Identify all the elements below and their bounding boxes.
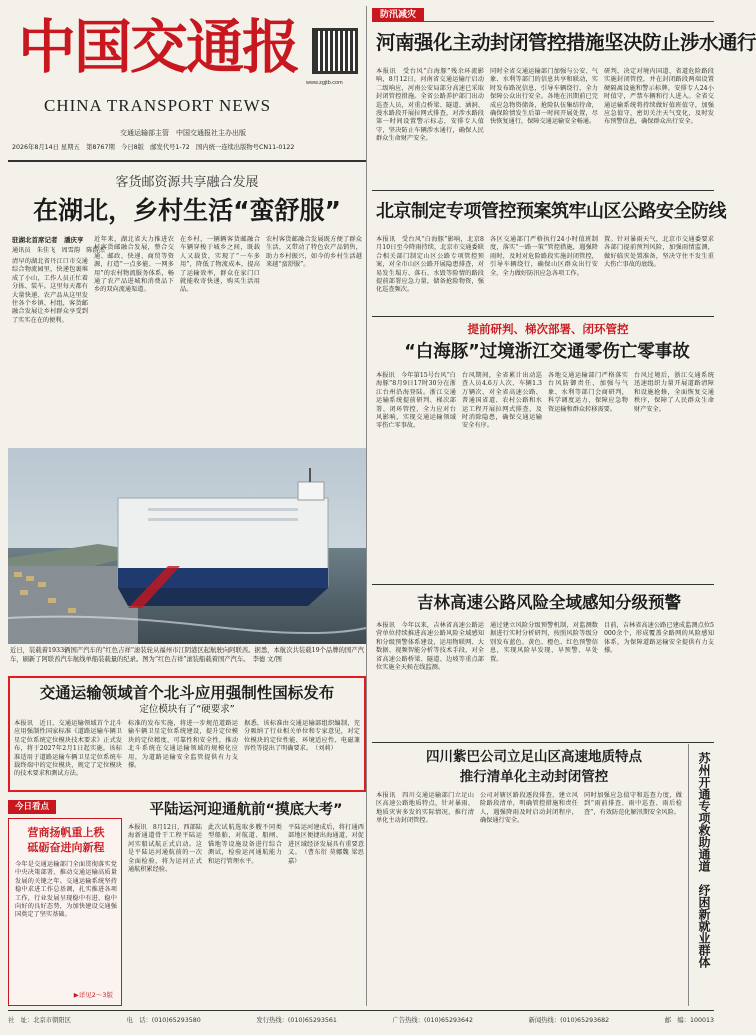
flood-col-2: 同时全省交通运输部门加强与公安、气象、水利等部门的信息共享和联动，实时发布路况信息，引导车辆绕行，全力保障公众出行安全。各地在汛期前已完成应急物资储备，抢险队伍集结待命，确保险情发生后第一时间开展处置，尽快恢复通行，保障交通运输安全畅通。 bbox=[490, 68, 598, 126]
sichuan-col-1: 本报讯 四川交通运输部门立足山区高速公路地质特点，针对暴雨、地质灾害多发的实际情况，推行清单化主动封闭管控。 bbox=[376, 792, 474, 825]
beijing-col-3: 置。针对暴雨天气，北京市交通委要求各部门提前预判风险，加强雨情监测，做好临灾处置准备，坚决守住不发生重大伤亡事故的底线。 bbox=[604, 236, 714, 269]
hubei-kicker: 客货邮资源共享融合发展 bbox=[115, 175, 259, 190]
masthead-issue-line: 2026年8月14日 星期五 第8767期 今日8版 邮发代号1-72 国内统一连续出版物号CN11-0122 bbox=[12, 144, 295, 151]
zhejiang-headline: “白海豚”过境浙江交通零伤亡零事故 bbox=[404, 342, 690, 362]
beidou-col-2: 标准的发布实施，将进一步规范道路运输车辆卫星定位系统建设，提升定位模块的定位精度、可靠性和安全性，推动北斗系统在交通运输领域的规模化应用，为道路运输安全监管提供有力支撑。 bbox=[128, 720, 238, 770]
beidou-story-box bbox=[8, 676, 366, 792]
masthead bbox=[8, 6, 364, 159]
masthead-publisher: 交通运输部主管 中国交通报社主办出版 bbox=[120, 129, 246, 137]
footer-item: 发行热线：(010)65293561 bbox=[256, 1017, 337, 1024]
jilin-headline: 吉林高速公路风险全域感知分级预警 bbox=[417, 593, 681, 612]
hubei-reporters: 驻湖北首席记者 潘庆亨 bbox=[12, 236, 84, 244]
beidou-headline: 交通运输领域首个北斗应用强制性国标发布 bbox=[39, 684, 335, 702]
flood-col-1: 本报讯 受台风“白海豚”残余环流影响，8月12日，河南省交通运输厅启动二级响应，河南公安局部分高速已采取封闭管控措施。全省公路养护部门出动巡查人员，对重点桥梁、隧道、涵洞、漫水路段开展拉网式排查，对涉水路段第一时间设置警示标志，安排专人值守，坚决防止车辆涉水通行，确保人民群众生命财产安全。 bbox=[376, 68, 484, 143]
masthead-en-name: CHINA TRANSPORT NEWS bbox=[44, 96, 272, 115]
ro-ro-ship-photo bbox=[8, 448, 366, 644]
beidou-col-1: 本报讯 近日，交通运输领域首个北斗应用强制性国家标准《道路运输车辆卫星定位系统定位模块技术要求》正式发布，将于2027年2月1日起实施。该标准适用于道路运输车辆卫星定位系统车载终端中的定位模块，规定了定位模块的技术要求和测试方法。 bbox=[14, 720, 122, 778]
sichuan-headline-1: 四川紫巴公司立足山区高速地质特点 bbox=[426, 749, 642, 765]
beijing-col-1: 本报讯 受台风“白海豚”影响，北京8月10日至今降雨持续，北京市交通委联合相关部门制定山区公路专项管控预案，对全市山区公路开展隐患排查，对易发生塌方、落石、水毁等险情的路段提前部署应急力量，储备抢险物资，强化巡查频次。 bbox=[376, 236, 484, 294]
masthead-website: www.zgjtb.com bbox=[306, 80, 343, 86]
zhejiang-kicker: 提前研判、梯次部署、闭环管控 bbox=[467, 322, 629, 336]
beijing-col-2: 各区交通部门严格执行24小时值班制度，落实“一路一策”管控措施，遇强降雨时，及时对危险路段实施封闭管控，引导车辆绕行，确保山区群众出行安全，全力做好防汛应急各项工作。 bbox=[490, 236, 598, 277]
flood-col-3: 研判，决定对境内国道、省道危险路段实施封闭管控，并在封闭路段两端设置硬隔离设施和警示标牌，安排专人24小时值守，严禁车辆和行人进入。全省交通运输系统将持续做好值班值守，加强应急值守，密切关注天气变化，及时发布预警信息，确保群众出行安全。 bbox=[604, 68, 714, 126]
jilin-col-2: 通过建立风险分级预警机制，对监测数据进行实时分析研判，按照风险等级分别发布蓝色、黄色、橙色、红色预警信息，实现风险早发现、早预警、早处置。 bbox=[490, 622, 598, 663]
footer-item: 广告热线：(010)65293642 bbox=[392, 1017, 473, 1024]
beidou-subtitle: 定位模块有了“硬要求” bbox=[139, 704, 235, 715]
jilin-col-3: 目前，吉林省高速公路已建成监测点位5000余个，形成覆盖全路网的风险感知体系，为保障道路运输安全提供有力支撑。 bbox=[604, 622, 714, 655]
beidou-col-3: 据悉，该标准由交通运输部组织编制，充分吸纳了行业相关单位和专家意见，对定位模块的定位性能、环境适应性、电磁兼容性等提出了明确要求。 （刘莉） bbox=[244, 720, 360, 753]
hubei-col-4: 农村客货邮融合发展既方便了群众生活，又带动了特色农产品销售，助力乡村振兴，如今的乡村生活越来越“蛮舒服”。 bbox=[266, 236, 362, 269]
zhejiang-col-2: 台风期间，全省累计出动巡查人员4.6万人次、车辆1.3万辆次，对全省高速公路、普通国省道、农村公路和水运工程开展拉网式排查，及时消除隐患，确保交通运输安全有序。 bbox=[462, 372, 542, 430]
today-box bbox=[8, 818, 122, 1006]
photo-caption: 近日，装载着1933辆国产汽车的“红色吉祥”滚装轮从福州市江阴港区起航驶向阿联酋。据悉，本航次共装载19个品牌的国产汽车，刷新了阿联酋汽车航线单船装载量的纪录。图为“红色吉祥”滚装船载着国产汽车。 李德 文/图 bbox=[10, 647, 364, 663]
suzhou-vertical-title: 苏州开通专项救助通道 纾困新就业群体 bbox=[697, 752, 711, 968]
pinglu-col-3: 平陆运河建成后，将打通西部地区便捷出海通道，对促进区域经济发展具有重要意义。 （曹东衍 莫娜魏 梁思嘉） bbox=[288, 824, 364, 865]
footer-item: 社 址：北京市朝阳区 bbox=[8, 1017, 71, 1024]
pinglu-col-2: 此次试航选取多艘不同类型船舶，对航道、船闸、锚地等设施设备进行综合测试，检验运河通航能力和运行管理水平。 bbox=[208, 824, 282, 865]
sichuan-headline-2: 推行清单化主动封闭管控 bbox=[459, 769, 609, 785]
zhejiang-col-1: 本报讯 今年第15号台风“白海豚”8月9日17时30分在浙江台州沿海登陆。浙江交通运输系统提前研判、梯次部署、闭环管控，全力应对台风影响，实现交通运输领域零伤亡零事故。 bbox=[376, 372, 456, 430]
sichuan-col-3: 同时加强应急值守和巡查力度，做到“雨前排查、雨中巡查、雨后检查”，有效防范化解汛期安全风险。 bbox=[584, 792, 682, 816]
section-label-flood: 防汛减灾 bbox=[372, 8, 424, 22]
jilin-col-1: 本报讯 今年以来，吉林省高速公路运营单位持续推进高速公路风险全域感知和分级预警体系建设，运用物联网、大数据、视频智能分析等技术手段，对全省高速公路桥梁、隧道、边坡等重点部位实施全天候在线监测。 bbox=[376, 622, 484, 672]
masthead-logo: 中国交通报 bbox=[18, 13, 299, 81]
hubei-col-1: 清早的湖北省丹江口市交通综合物流园里，快递包裹堆成了小山，工作人员正忙着分拣、装车。这里每天都有大量快递、农产品从这里发往各个乡镇、村组，客货邮融合发展让乡村群众享受到了实实在在的便利。 bbox=[12, 258, 88, 324]
section-label-today: 今日看点 bbox=[8, 800, 56, 814]
ship-illustration bbox=[8, 448, 366, 644]
today-text: 今年是交通运输部门全面贯彻落实党中央决策部署、推动交通运输高质量发展的关键之年。交通运输系统坚持稳中求进工作总基调，扎实推进各项工作，行业发展呈现稳中有进、稳中向好的良好态势，为加快建设交通强国奠定了坚实基础。 bbox=[15, 861, 117, 919]
beijing-headline: 北京制定专项管控预案筑牢山区公路安全防线 bbox=[376, 201, 726, 222]
zhejiang-col-3: 各地交通运输部门严格落实台风防御责任，加强与气象、水利等部门会商研判，科学调度运力，保障应急物资运输和群众转移需要。 bbox=[548, 372, 628, 413]
sichuan-col-2: 公司对辖区路段逐段排查，建立风险路段清单，明确管控措施和责任人，遇强降雨及时启动封闭程序，确保通行安全。 bbox=[480, 792, 578, 825]
zhejiang-col-4: 台风过境后，浙江交通系统迅速组织力量开展道路清障和设施抢修，全面恢复交通秩序，保障了人民群众生命财产安全。 bbox=[634, 372, 714, 413]
today-more-link[interactable]: ▶详见2～3版 bbox=[73, 991, 113, 999]
today-headline: 营商扬帆重上秩 砥砺奋进向新程 bbox=[27, 826, 116, 854]
qr-code bbox=[312, 28, 358, 74]
hubei-byline: 通讯员 朱佳飞 周雪韵 陈浩杰 bbox=[12, 247, 105, 254]
footer-bar bbox=[8, 1014, 714, 1028]
pinglu-col-1: 本报讯 8月12日，西部陆海新通道骨干工程平陆运河实船试航正式启动。这是平陆运河通航前的一次全面检验，将为运河正式通航积累经验。 bbox=[128, 824, 202, 874]
footer-item: 邮 编：100013 bbox=[664, 1017, 714, 1024]
flood-headline: 河南强化主动封闭管控措施坚决防止涉水通行 bbox=[376, 31, 756, 54]
footer-item: 新闻热线：(010)65293682 bbox=[528, 1017, 610, 1024]
hubei-headline: 在湖北，乡村生活“蛮舒服” bbox=[33, 196, 341, 225]
footer-item: 电 话：(010)65293580 bbox=[126, 1017, 201, 1024]
hubei-col-3: 在乡村，一辆辆客货邮融合车辆穿梭于城乡之间，既载人又载货，实现了“一车多用”，降低了物流成本，提高了运输效率，群众在家门口就能收寄快递，购买生活用品。 bbox=[180, 236, 260, 294]
pinglu-headline: 平陆运河迎通航前“摸底大考” bbox=[149, 802, 343, 818]
hubei-col-2: 近年来，湖北省大力推进农村客货邮融合发展，整合交通、邮政、快递、商贸等资源，打造“一点多能、一网多用”的农村物流服务体系，畅通了农产品进城和消费品下乡的双向流通渠道。 bbox=[94, 236, 174, 294]
